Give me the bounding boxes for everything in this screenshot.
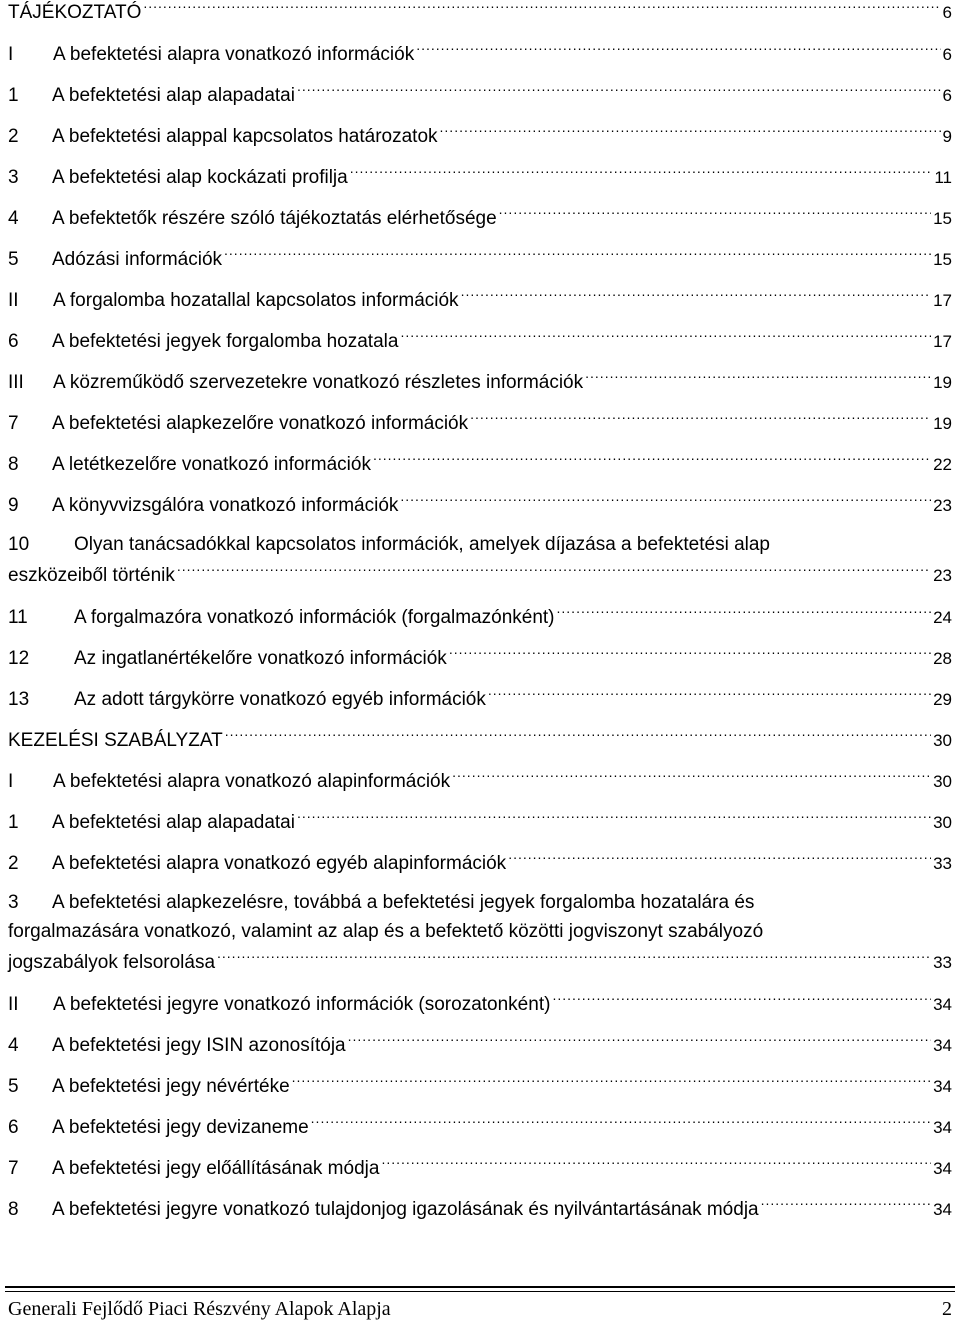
toc-entry-number: 7 (8, 413, 19, 434)
toc-entry-number: 3 (8, 167, 19, 188)
dot-leader (177, 559, 931, 581)
footer-page-number: 2 (942, 1298, 952, 1320)
toc-entry-page: 33 (933, 953, 952, 972)
toc-entry-number: 11 (8, 607, 28, 628)
toc-entry-page: 19 (933, 414, 952, 433)
toc-entry-number: 2 (8, 126, 19, 147)
toc-entry-number: 2 (8, 853, 19, 874)
dot-leader (416, 38, 940, 60)
toc-entry-title: A könyvvizsgálóra vonatkozó információk (52, 495, 399, 516)
toc-entry[interactable] (8, 765, 952, 796)
toc-entry[interactable] (8, 683, 952, 714)
toc-entry-page: 23 (933, 496, 952, 515)
dot-leader (350, 161, 933, 183)
dot-leader (488, 683, 931, 705)
footer-rule-thin (5, 1291, 955, 1292)
toc-entry-number: 12 (8, 648, 30, 669)
toc-entry-title: Adózási információk (52, 249, 223, 270)
toc-entry-number: 9 (8, 495, 19, 516)
toc-entry-page: 9 (942, 127, 952, 146)
toc-entry-title: A befektetési jegy ISIN azonosítója (52, 1035, 346, 1056)
toc-entry-number: 1 (8, 812, 19, 833)
toc-entry[interactable] (8, 1070, 952, 1101)
toc-entry-title: A közreműködő szervezetekre vonatkozó részletes információk (53, 372, 584, 393)
toc-entry[interactable] (8, 988, 952, 1019)
toc-entry[interactable] (8, 407, 952, 438)
toc-entry[interactable] (8, 243, 952, 274)
toc-entry-title: TÁJÉKOZTATÓ (8, 2, 142, 23)
toc-entry-title: A befektetési jegy előállításának módja (52, 1158, 380, 1179)
toc-entry-number: I (8, 771, 14, 792)
toc-entry-page: 17 (933, 332, 952, 351)
toc-entry-page: 6 (942, 3, 952, 22)
toc-entry-title: A letétkezelőre vonatkozó információk (52, 454, 371, 475)
toc-entry-title: A befektetési alapra vonatkozó alapinformációk (53, 771, 451, 792)
toc-entry-title: A befektetők részére szóló tájékoztatás elérhetősége (52, 208, 497, 229)
toc-entry-number: 5 (8, 249, 19, 270)
toc-entry-title: A befektetési alap kockázati profilja (52, 167, 348, 188)
toc-entry[interactable] (8, 325, 952, 356)
dot-leader (400, 325, 931, 347)
toc-entry-page: 22 (933, 455, 952, 474)
toc-entry-number: 6 (8, 331, 19, 352)
toc-entry-page: 34 (933, 1200, 952, 1219)
dot-leader (400, 489, 931, 511)
toc-entry-page: 30 (933, 772, 952, 791)
toc-entry-page: 28 (933, 649, 952, 668)
dot-leader (440, 120, 941, 142)
toc-entry-number: 3 (8, 892, 19, 913)
toc-entry-number: II (8, 290, 19, 311)
toc-entry[interactable] (8, 601, 952, 632)
toc-entry-title: Olyan tanácsadókkal kapcsolatos információk, amelyek díjazása a befektetési alap (74, 534, 770, 555)
dot-leader (508, 847, 931, 869)
toc-entry[interactable] (8, 1152, 952, 1183)
toc-entry-number: 6 (8, 1117, 19, 1138)
toc-entry-page: 17 (933, 291, 952, 310)
toc-entry-title: A befektetési alapra vonatkozó egyéb alapinformációk (52, 853, 507, 874)
toc-entry-title: A befektetési alap alapadatai (52, 85, 295, 106)
dot-leader (224, 243, 931, 265)
dot-leader (761, 1193, 931, 1215)
dot-leader (311, 1111, 931, 1133)
dot-leader (297, 79, 941, 101)
toc-entry-title: A befektetési alap alapadatai (52, 812, 295, 833)
dot-leader (585, 366, 931, 388)
toc-entry[interactable] (8, 284, 952, 315)
dot-leader (470, 407, 931, 429)
toc-entry-title: A befektetési jegyek forgalomba hozatala (52, 331, 399, 352)
toc-entry-page: 6 (942, 45, 952, 64)
dot-leader (292, 1070, 931, 1092)
toc-entry[interactable] (8, 120, 952, 151)
toc-entry-page: 30 (933, 813, 952, 832)
toc-entry-page: 33 (933, 854, 952, 873)
toc-entry[interactable] (8, 38, 952, 69)
page-footer (8, 1298, 952, 1321)
toc-entry[interactable] (8, 0, 952, 27)
dot-leader (217, 946, 931, 968)
toc-entry-page: 34 (933, 1036, 952, 1055)
toc-entry-page: 19 (933, 373, 952, 392)
toc-entry-title: A befektetési jegy devizaneme (52, 1117, 309, 1138)
toc-entry-title: Az ingatlanértékelőre vonatkozó információk (74, 648, 447, 669)
toc-entry-page: 11 (934, 168, 952, 187)
toc-entry[interactable] (8, 448, 952, 479)
toc-entry-number: 4 (8, 1035, 19, 1056)
toc-entry-number: 8 (8, 1199, 19, 1220)
toc-entry-title: A befektetési alapkezelőre vonatkozó információk (52, 413, 469, 434)
toc-entry-number: 5 (8, 1076, 19, 1097)
toc-entry-page: 30 (933, 731, 952, 750)
toc-entry-number: I (8, 44, 14, 65)
toc-entry[interactable] (8, 1193, 952, 1224)
toc-entry[interactable] (8, 489, 952, 520)
dot-leader (452, 765, 931, 787)
toc-entry[interactable] (8, 161, 952, 192)
toc-entry-title: A forgalmazóra vonatkozó információk (forgalmazónként) (74, 607, 555, 628)
dot-leader (143, 0, 940, 18)
toc-entry[interactable] (8, 1029, 952, 1060)
toc-entry-title: KEZELÉSI SZABÁLYZAT (8, 730, 223, 751)
toc-entry-number: 8 (8, 454, 19, 475)
toc-entry[interactable] (8, 642, 952, 673)
footer-rule (5, 1286, 955, 1288)
toc-entry[interactable] (8, 202, 952, 233)
dot-leader (381, 1152, 931, 1174)
toc-entry-title: A befektetési alappal kapcsolatos határozatok (52, 126, 438, 147)
dot-leader (297, 806, 931, 828)
dot-leader (499, 202, 931, 224)
toc-entry[interactable] (8, 530, 952, 590)
dot-leader (225, 724, 931, 746)
toc-entry-page: 29 (933, 690, 952, 709)
toc-entry-page: 34 (933, 1159, 952, 1178)
toc-entry-page: 34 (933, 995, 952, 1014)
footer-document-title: Generali Fejlődő Piaci Részvény Alapok Alapja (8, 1298, 391, 1320)
toc-entry-title: Az adott tárgykörre vonatkozó egyéb információk (74, 689, 486, 710)
toc-entry-page: 15 (933, 209, 952, 228)
toc-entry-title: A forgalomba hozatallal kapcsolatos információk (53, 290, 459, 311)
dot-leader (449, 642, 931, 664)
dot-leader (552, 988, 931, 1010)
toc-entry-title-cont: jogszabályok felsorolása (8, 952, 216, 973)
toc-entry-title: A befektetési jegy névértéke (52, 1076, 290, 1097)
toc-entry-page: 24 (933, 608, 952, 627)
toc-entry-title: A befektetési alapkezelésre, továbbá a befektetési jegyek forgalomba hozatalára és (52, 892, 755, 913)
toc-entry-page: 34 (933, 1077, 952, 1096)
toc-entry-title: A befektetési alapra vonatkozó információk (53, 44, 415, 65)
toc-entry-title-cont: eszközeiből történik (8, 565, 175, 586)
toc-entry-page: 34 (933, 1118, 952, 1137)
toc-entry-title-cont: forgalmazására vonatkozó, valamint az alap és a befektető közötti jogviszonyt szabályozó (8, 921, 764, 942)
dot-leader (557, 601, 932, 623)
toc-entry[interactable] (8, 366, 952, 397)
toc-entry-page: 6 (942, 86, 952, 105)
toc-entry[interactable] (8, 724, 952, 755)
toc-entry[interactable] (8, 888, 952, 977)
toc-entry-number: 1 (8, 85, 19, 106)
dot-leader (461, 284, 932, 306)
dot-leader (373, 448, 931, 470)
toc-entry-number: 4 (8, 208, 19, 229)
toc-entry[interactable] (8, 806, 952, 837)
toc-entry-title: A befektetési jegyre vonatkozó tulajdonjog igazolásának és nyilvántartásának módja (52, 1199, 759, 1220)
toc-entry-page: 15 (933, 250, 952, 269)
dot-leader (348, 1029, 931, 1051)
toc-entry[interactable] (8, 79, 952, 110)
toc-entry-number: II (8, 994, 19, 1015)
toc-entry-number: 10 (8, 534, 30, 555)
toc-entry-title: A befektetési jegyre vonatkozó információk (sorozatonként) (53, 994, 551, 1015)
toc-entry[interactable] (8, 847, 952, 878)
toc-entry-number: 7 (8, 1158, 19, 1179)
toc-entry[interactable] (8, 1111, 952, 1142)
toc-entry-page: 23 (933, 566, 952, 585)
toc-entry-number: 13 (8, 689, 30, 710)
toc-entry-number: III (8, 372, 24, 393)
